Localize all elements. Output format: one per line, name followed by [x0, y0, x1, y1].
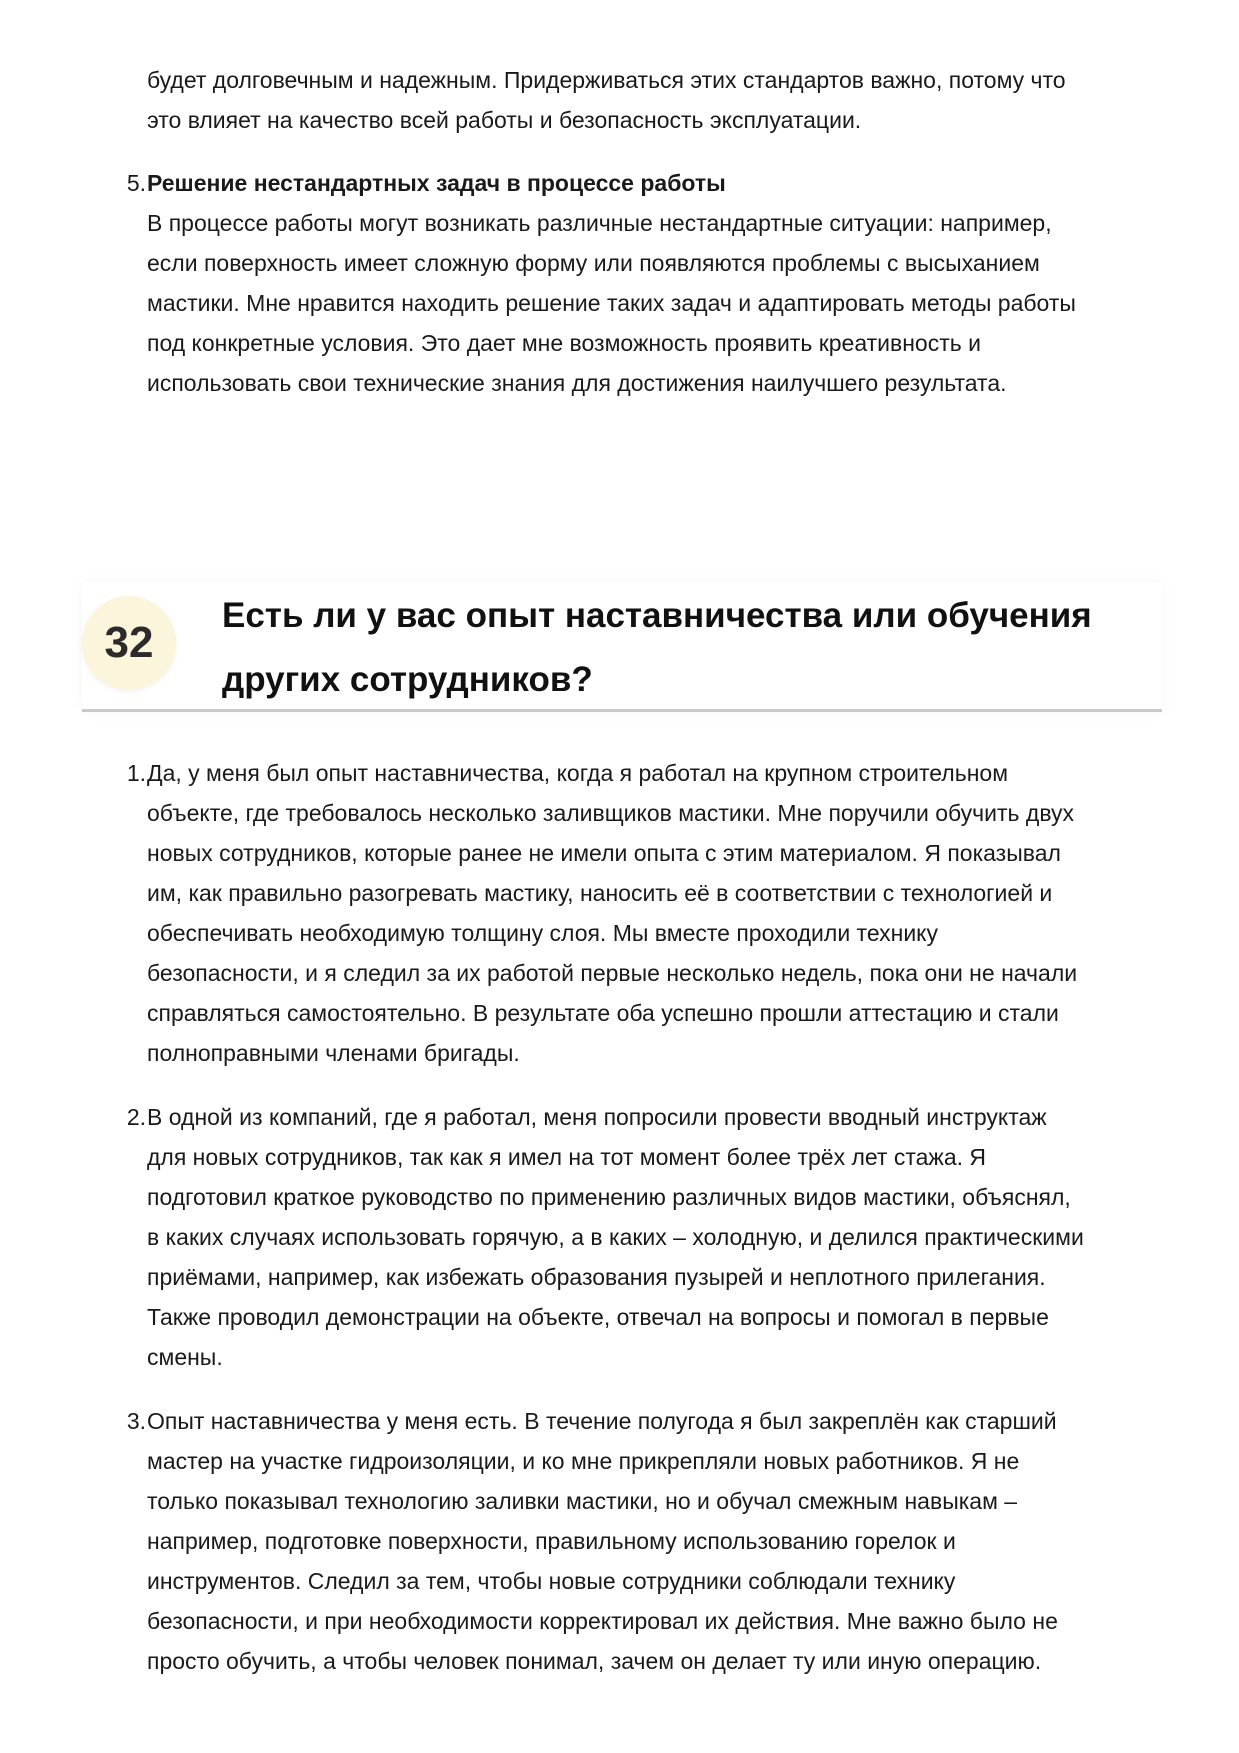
text-line: под конкретные условия. Это дает мне возможность проявить креативность и — [147, 330, 981, 356]
text-line: Также проводил демонстрации на объекте, отвечал на вопросы и помогал в первые — [147, 1304, 1049, 1330]
text-line: безопасности, и я следил за их работой первые несколько недель, пока они не начали — [147, 960, 1078, 986]
question-title-line: других сотрудников? — [222, 660, 593, 699]
answer-item-2 — [120, 1097, 1160, 1377]
answer-item-1 — [120, 753, 1160, 1073]
text-line: подготовил краткое руководство по применению различных видов мастики, объяснял, — [147, 1184, 1071, 1210]
text-line: безопасности, и при необходимости корректировал их действия. Мне важно было не — [147, 1608, 1058, 1634]
text-line: В одной из компаний, где я работал, меня попросили провести вводный инструктаж — [147, 1104, 1047, 1130]
text-line: полноправными членами бригады. — [147, 1040, 520, 1066]
text-line: мастики. Мне нравится находить решение таких задач и адаптировать методы работы — [147, 290, 1076, 316]
text-line: Опыт наставничества у меня есть. В течение полугода я был закреплён как старший — [147, 1408, 1057, 1434]
text-line: использовать свои технические знания для достижения наилучшего результата. — [147, 370, 1007, 396]
text-line: объекте, где требовалось несколько заливщиков мастики. Мне поручили обучить двух — [147, 800, 1075, 826]
text-line: новых сотрудников, которые ранее не имели опыта с этим материалом. Я показывал — [147, 840, 1061, 866]
text-line: им, как правильно разогревать мастику, наносить её в соответствии с технологией и — [147, 880, 1053, 906]
text-line: В процессе работы могут возникать различные нестандартные ситуации: например, — [147, 210, 1052, 236]
list-item-title: Решение нестандартных задач в процессе работы — [147, 170, 726, 196]
text-line: мастер на участке гидроизоляции, и ко мне прикрепляли новых работников. Я не — [147, 1448, 1020, 1474]
text-line: инструментов. Следил за тем, чтобы новые сотрудники соблюдали технику — [147, 1568, 956, 1594]
question-title-line: Есть ли у вас опыт наставничества или обучения — [222, 596, 1092, 635]
text-line: например, подготовке поверхности, правильному использованию горелок и — [147, 1528, 956, 1554]
list-item-5 — [120, 163, 1160, 403]
text-line: справляться самостоятельно. В результате оба успешно прошли аттестацию и стали — [147, 1000, 1059, 1026]
text-line: только показывал технологию заливки мастики, но и обучал смежным навыкам – — [147, 1488, 1018, 1514]
text-line: обеспечивать необходимую толщину слоя. Мы вместе проходили технику — [147, 920, 938, 946]
text-line: просто обучить, а чтобы человек понимал, зачем он делает ту или иную операцию. — [147, 1648, 1042, 1674]
list-number: 3. — [126, 1408, 146, 1434]
text-line: приёмами, например, как избежать образования пузырей и неплотного прилегания. — [147, 1264, 1046, 1290]
text-line: будет долговечным и надежным. Придерживаться этих стандартов важно, потому что — [147, 67, 1066, 93]
question-number-badge: 32 — [82, 596, 176, 690]
list-number: 1. — [126, 760, 146, 786]
list-number: 5. — [126, 170, 146, 196]
text-line: если поверхность имеет сложную форму или появляются проблемы с высыханием — [147, 250, 1040, 276]
text-line: смены. — [147, 1344, 223, 1370]
text-line: Да, у меня был опыт наставничества, когда я работал на крупном строительном — [147, 760, 1009, 786]
text-line: для новых сотрудников, так как я имел на тот момент более трёх лет стажа. Я — [147, 1144, 986, 1170]
text-line: в каких случаях использовать горячую, а в каких – холодную, и делился практическими — [147, 1224, 1084, 1250]
intro-paragraph — [147, 60, 1162, 140]
text-line: это влияет на качество всей работы и безопасность эксплуатации. — [147, 107, 862, 133]
question-title — [222, 584, 1162, 712]
answer-item-3 — [120, 1401, 1160, 1681]
list-number: 2. — [126, 1104, 146, 1130]
